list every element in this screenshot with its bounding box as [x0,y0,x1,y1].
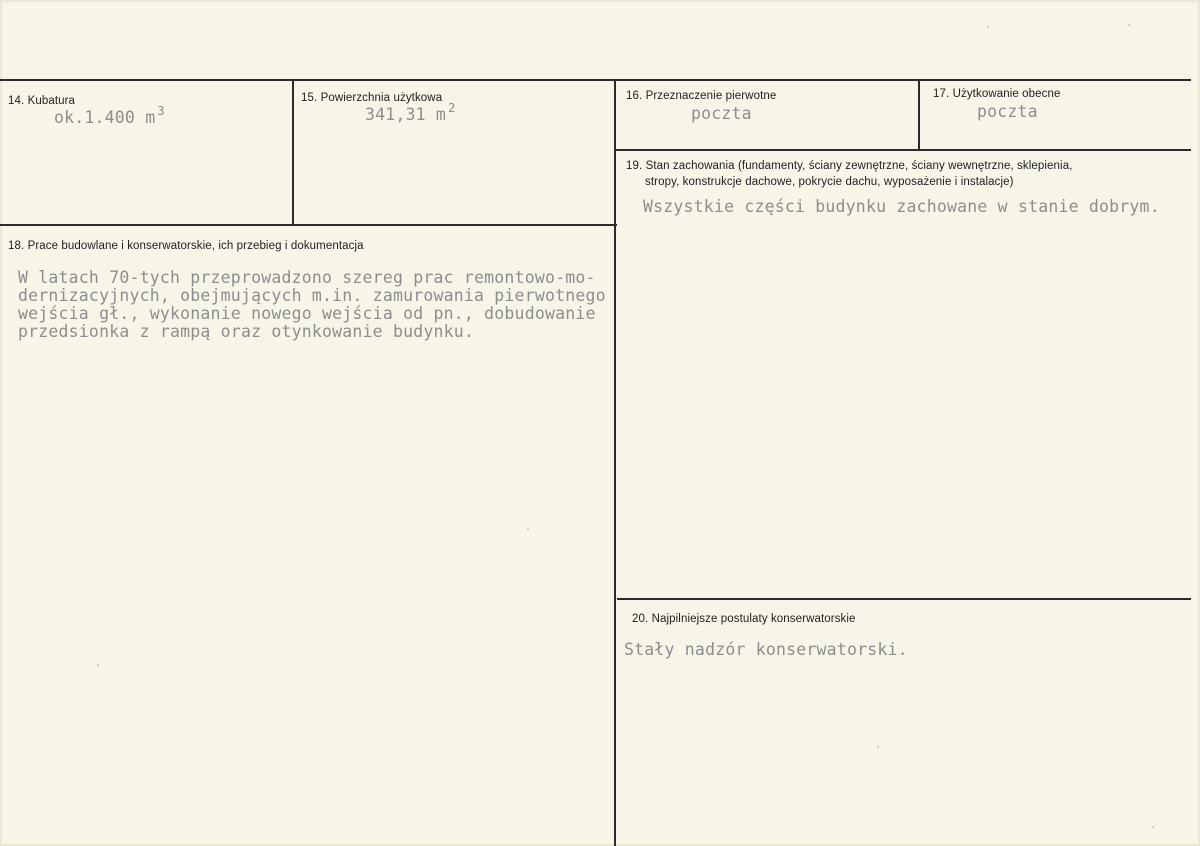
field-20-label: 20. Najpilniejsze postulaty konserwatorskie [632,613,856,625]
field-19-label-line1: 19. Stan zachowania (fundamenty, ściany zewnętrzne, ściany wewnętrzne, sklepienia, [626,160,1073,172]
paper-speck [877,746,879,748]
divider-16-17 [918,80,920,150]
rule-above-20 [617,598,1191,600]
field-17-value: poczta [977,102,1038,121]
field-14-value [54,104,165,129]
field-16-value: poczta [691,104,752,123]
paper-speck [1128,24,1130,26]
field-20-value: Stały nadzór konserwatorski. [624,640,908,659]
paper-speck [1152,826,1154,828]
paper-speck [97,664,99,666]
divider-main [614,80,616,846]
top-rule [0,79,1191,81]
field-18-line-3: wejścia gł., wykonanie nowego wejścia od pn., dobudowanie [18,304,596,323]
field-16-label: 16. Przeznaczenie pierwotne [626,90,777,102]
paper-speck [527,528,529,530]
field-18-label: 18. Prace budowlane i konserwatorskie, ich przebieg i dokumentacja [8,240,364,252]
field-17-label: 17. Użytkowanie obecne [933,88,1061,100]
field-14-label: 14. Kubatura [8,95,76,107]
field-15-label: 15. Powierzchnia użytkowa [301,92,443,104]
field-19-label-line2: stropy, konstrukcje dachowe, pokrycie dachu, wyposażenie i instalacje) [645,176,1014,188]
field-15-value [365,101,456,126]
rule-under-14-15 [0,224,617,226]
field-18-line-4: przedsionka z rampą oraz otynkowanie budynku. [18,322,475,341]
field-14-unit-exponent: 3 [157,104,165,118]
field-15-value-text: 341,31 m [365,105,447,124]
field-14-value-text: ok.1.400 m [54,108,156,127]
field-15-unit-exponent: 2 [448,101,456,115]
rule-under-16-17 [615,149,1191,151]
field-18-line-1: W latach 70-tych przeprowadzono szereg prac remontowo-mo- [18,268,596,287]
field-18-line-2: dernizacyjnych, obejmujących m.in. zamurowania pierwotnego [18,286,606,305]
divider-14-15 [292,80,294,225]
paper-speck [987,26,989,28]
field-19-value: Wszystkie części budynku zachowane w stanie dobrym. [643,197,1160,216]
